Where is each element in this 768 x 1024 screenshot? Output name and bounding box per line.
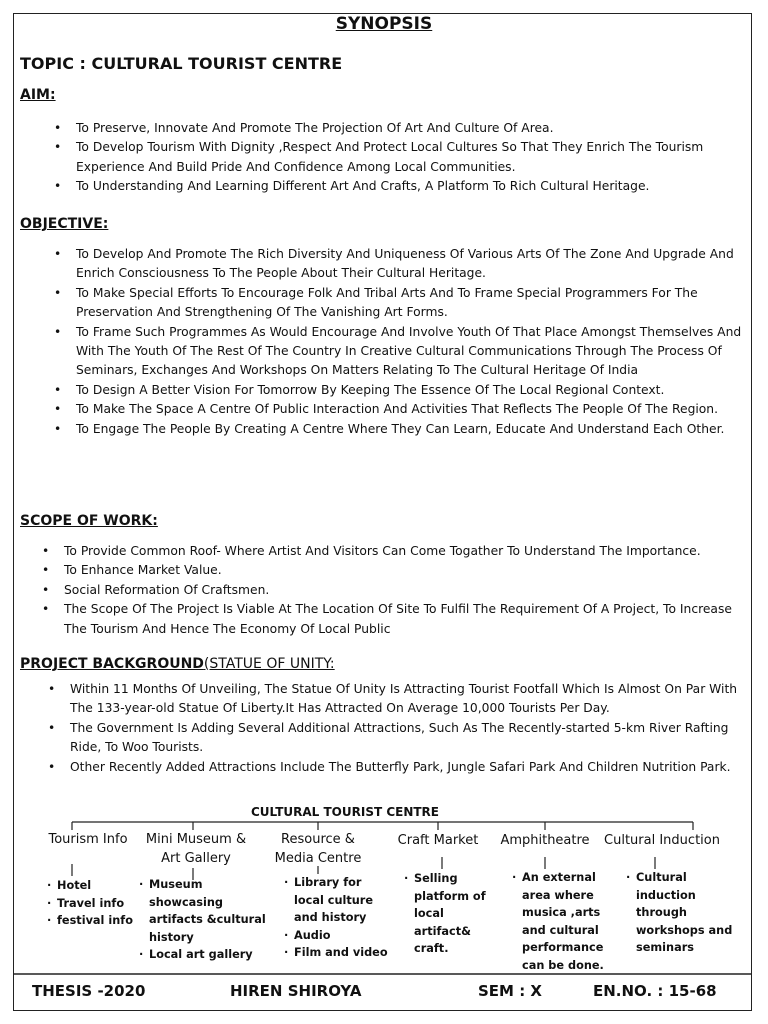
list-item: • Within 11 Months Of Unveiling, The Statue Of Unity Is Attracting Tourist Footfall Which Is Almost On Par With The 133-year-old Statue Of Liberty.It Has Attracted On Average 10,000 Tourists Per Day. — [48, 680, 748, 719]
footer-semester: SEM : X — [478, 982, 542, 1000]
list-item: • To Preserve, Innovate And Promote The Projection Of Art And Culture Of Area. — [54, 119, 754, 138]
list-item: • To Understanding And Learning Different Art And Crafts, A Platform To Rich Cultural Heritage. — [54, 177, 754, 196]
chart-col-cultural-induction: Cultural Induction — [604, 833, 720, 848]
list-item: • To Develop Tourism With Dignity ,Respect And Protect Local Cultures So That They Enrich The Tourism Experience And Build Pride And Confidence Among Local Communities. — [54, 138, 754, 177]
topic-line: TOPIC : CULTURAL TOURIST CENTRE — [20, 54, 343, 73]
list-item: • The Government Is Adding Several Additional Attractions, Such As The Recently-started 5-km River Rafting Ride, To Woo Tourists. — [48, 719, 748, 758]
list-item: · Library for local culture and history — [284, 874, 388, 927]
list-item: • Other Recently Added Attractions Include The Butterfly Park, Jungle Safari Park And Children Nutrition Park. — [48, 758, 748, 777]
chart-col-tourism-info: Tourism Info — [48, 832, 128, 847]
page-title: SYNOPSIS — [335, 14, 433, 34]
objective-heading: OBJECTIVE: — [20, 216, 109, 232]
list-item: · Travel info — [47, 895, 135, 913]
list-item: • The Scope Of The Project Is Viable At The Location Of Site To Fulfil The Requirement Of A Project, To Increase The Tourism And Hence The Economy Of Local Public — [42, 600, 754, 639]
list-item: · festival info — [47, 912, 135, 930]
chart-col-amphitheatre: Amphitheatre — [500, 833, 590, 848]
chart-title: CULTURAL TOURIST CENTRE — [250, 805, 439, 819]
list-item: · Hotel — [47, 877, 135, 895]
scope-heading: SCOPE OF WORK: — [20, 513, 158, 529]
list-item: • To Engage The People By Creating A Centre Where They Can Learn, Educate And Understand Each Other. — [54, 420, 750, 439]
list-item: • To Provide Common Roof- Where Artist And Visitors Can Come Togather To Understand The Importance. — [42, 542, 754, 561]
list-item: · Audio — [284, 927, 388, 945]
list-item: · Cultural induction through workshops and seminars — [626, 869, 736, 957]
list-item: • To Make Special Efforts To Encourage Folk And Tribal Arts And To Frame Special Programmers For The Preservation And Strengthening Of The Vanishing Art Forms. — [54, 284, 750, 323]
list-item: · An external area where musica ,arts and cultural performance can be done. — [512, 869, 604, 974]
chart-col-craft-market: Craft Market — [397, 833, 479, 848]
list-item: · Museum showcasing artifacts &cultural history — [139, 876, 273, 946]
list-item: • To Develop And Promote The Rich Diversity And Uniqueness Of Various Arts Of The Zone And Upgrade And Enrich Consciousness To The People About Their Cultural Heritage. — [54, 245, 750, 284]
background-heading-main: PROJECT BACKGROUND — [20, 656, 204, 672]
chart-col-resource-media: Resource & Media Centre — [274, 832, 362, 866]
list-item: · Selling platform of local artifact& craft. — [404, 870, 496, 958]
list-item: · Local art gallery — [139, 946, 273, 964]
list-item: • To Make The Space A Centre Of Public Interaction And Activities That Reflects The People Of The Region. — [54, 400, 750, 419]
chart-col-mini-museum: Mini Museum & Art Gallery — [145, 832, 247, 866]
footer-thesis: THESIS -2020 — [32, 982, 146, 1000]
aim-heading: AIM: — [20, 87, 56, 103]
footer-author: HIREN SHIROYA — [230, 982, 362, 1000]
list-item: • Social Reformation Of Craftsmen. — [42, 581, 754, 600]
footer-enrollment: EN.NO. : 15-68 — [593, 982, 717, 1000]
list-item: • To Frame Such Programmes As Would Encourage And Involve Youth Of That Place Amongst Themselves And With The Youth Of The Rest Of The Country In Creative Cultural Communications Through The Process Of Seminars, Exchanges And Workshops On Matters Relating To The Cultural Heritage Of India — [54, 323, 750, 381]
list-item: · Film and video — [284, 944, 388, 962]
background-heading-paren: (STATUE OF UNITY: — [203, 656, 335, 672]
list-item: • To Enhance Market Value. — [42, 561, 754, 580]
list-item: • To Design A Better Vision For Tomorrow By Keeping The Essence Of The Local Regional Context. — [54, 381, 750, 400]
